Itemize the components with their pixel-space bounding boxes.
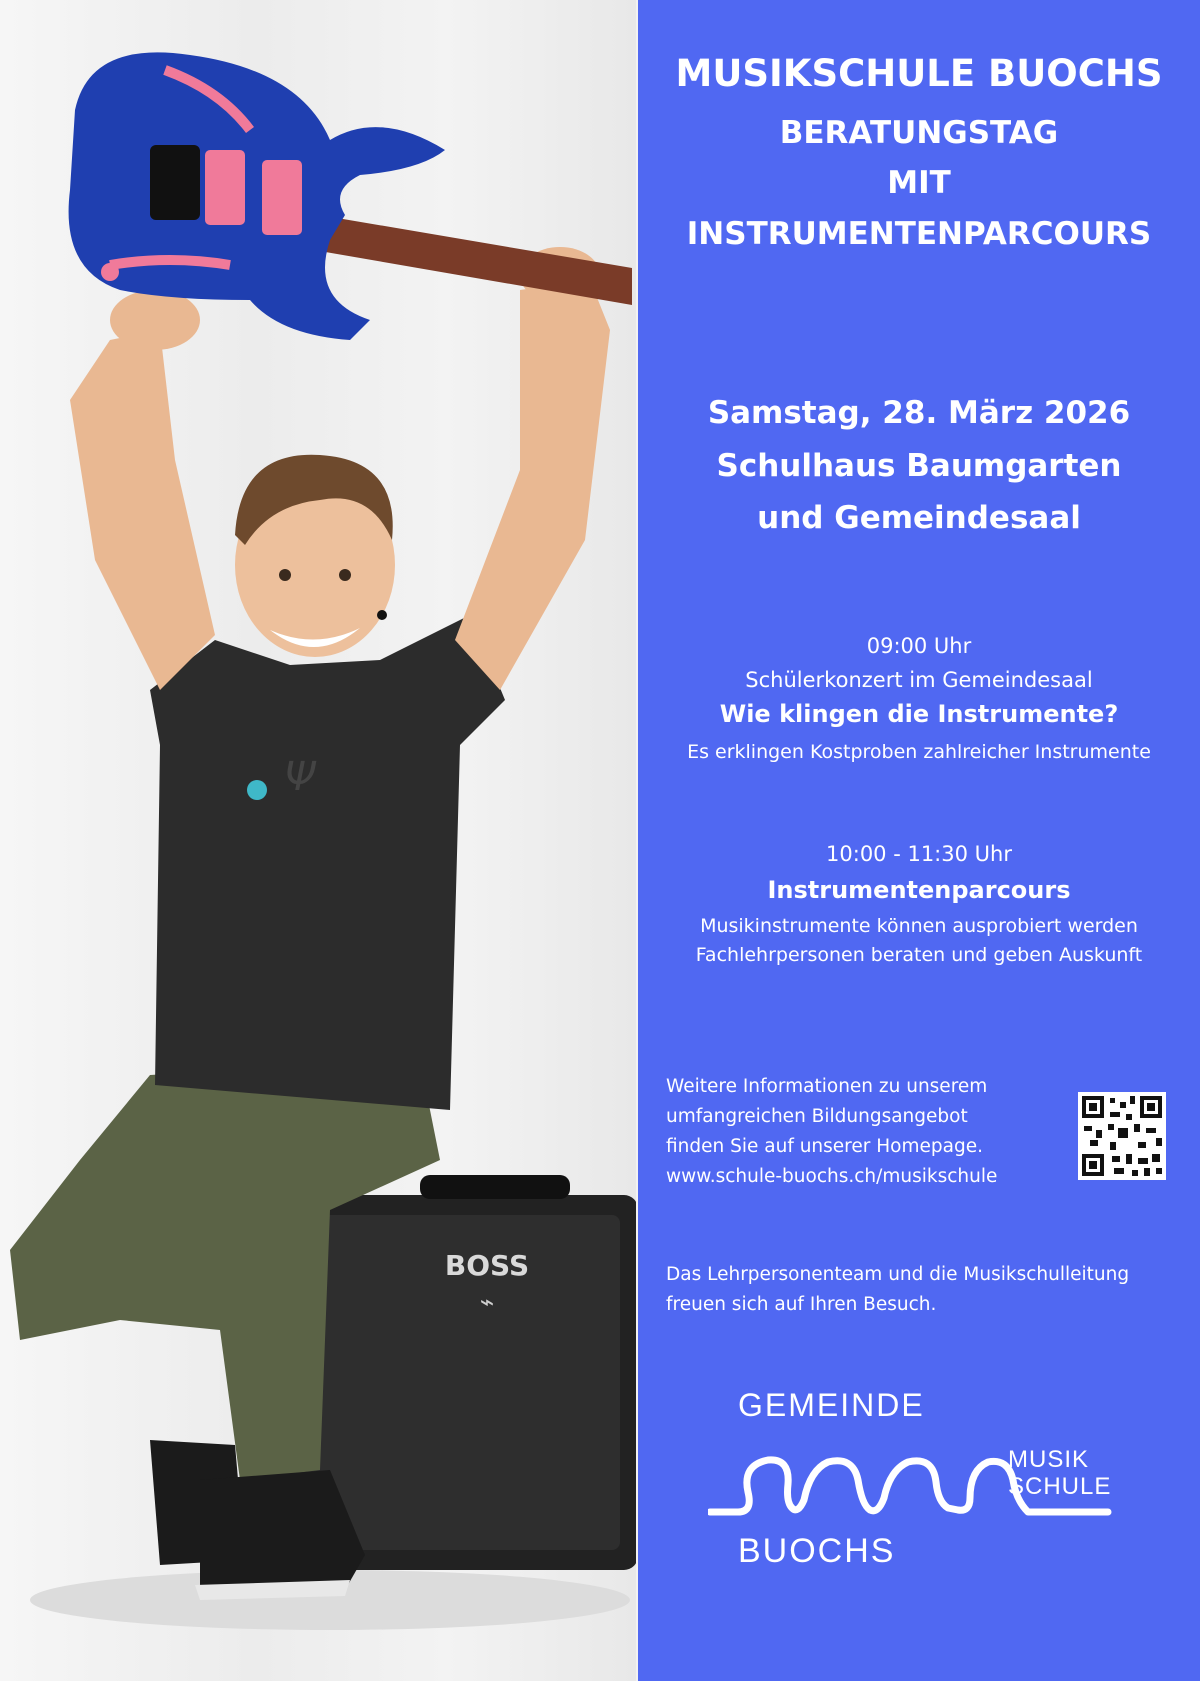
program-1-time: 09:00 Uhr [866, 634, 972, 658]
logo-schule: SCHULE [1008, 1473, 1112, 1500]
program-1-description: Es erklingen Kostproben zahlreicher Instrumente [687, 741, 1151, 763]
program-2-time: 10:00 - 11:30 Uhr [826, 842, 1012, 866]
info-line-2: umfangreichen Bildungsangebot [666, 1106, 968, 1127]
logo-gemeinde: GEMEINDE [738, 1387, 925, 1423]
qr-code-icon [1078, 1092, 1166, 1180]
event-date: Samstag, 28. März 2026 [707, 395, 1131, 431]
info-line-1: Weitere Informationen zu unserem [666, 1076, 988, 1097]
program-1-title: Schülerkonzert im Gemeindesaal [745, 668, 1093, 692]
closing-message [666, 1260, 1186, 1320]
closing-line-1: Das Lehrpersonenteam und die Musikschulleitung [666, 1264, 1130, 1285]
svg-text:⌁: ⌁ [479, 1288, 495, 1316]
musikschule-logo [708, 1380, 1168, 1580]
musikschule-logo-graphic [708, 1380, 1168, 1580]
homepage-link[interactable]: www.schule-buochs.ch/musikschule [666, 1166, 998, 1187]
program-2-description-2: Fachlehrpersonen beraten und geben Auskunft [695, 944, 1143, 966]
qr-code[interactable] [1078, 1092, 1166, 1180]
school-title: MUSIKSCHULE BUOCHS [675, 52, 1163, 95]
heading-line-3: INSTRUMENTENPARCOURS [686, 216, 1152, 252]
heading-line-2: MIT [887, 165, 951, 201]
info-line-3: finden Sie auf unserer Homepage. [666, 1136, 983, 1157]
logo-buochs: BUOCHS [738, 1532, 896, 1570]
logo-musik: MUSIK [1008, 1446, 1090, 1473]
event-location-2: und Gemeindesaal [757, 500, 1081, 536]
svg-text:Ψ: Ψ [284, 754, 316, 800]
program-2-description-1: Musikinstrumente können ausprobiert werden [700, 915, 1138, 937]
program-2-subtitle: Instrumentenparcours [767, 876, 1071, 904]
info-panel [638, 0, 1200, 1681]
amp-brand-label: BOSS [444, 1249, 530, 1282]
heading-line-1: BERATUNGSTAG [779, 115, 1059, 151]
more-info [666, 1072, 1066, 1192]
event-location-1: Schulhaus Baumgarten [716, 448, 1122, 484]
program-1-subtitle: Wie klingen die Instrumente? [719, 700, 1119, 728]
closing-line-2: freuen sich auf Ihren Besuch. [666, 1294, 937, 1315]
